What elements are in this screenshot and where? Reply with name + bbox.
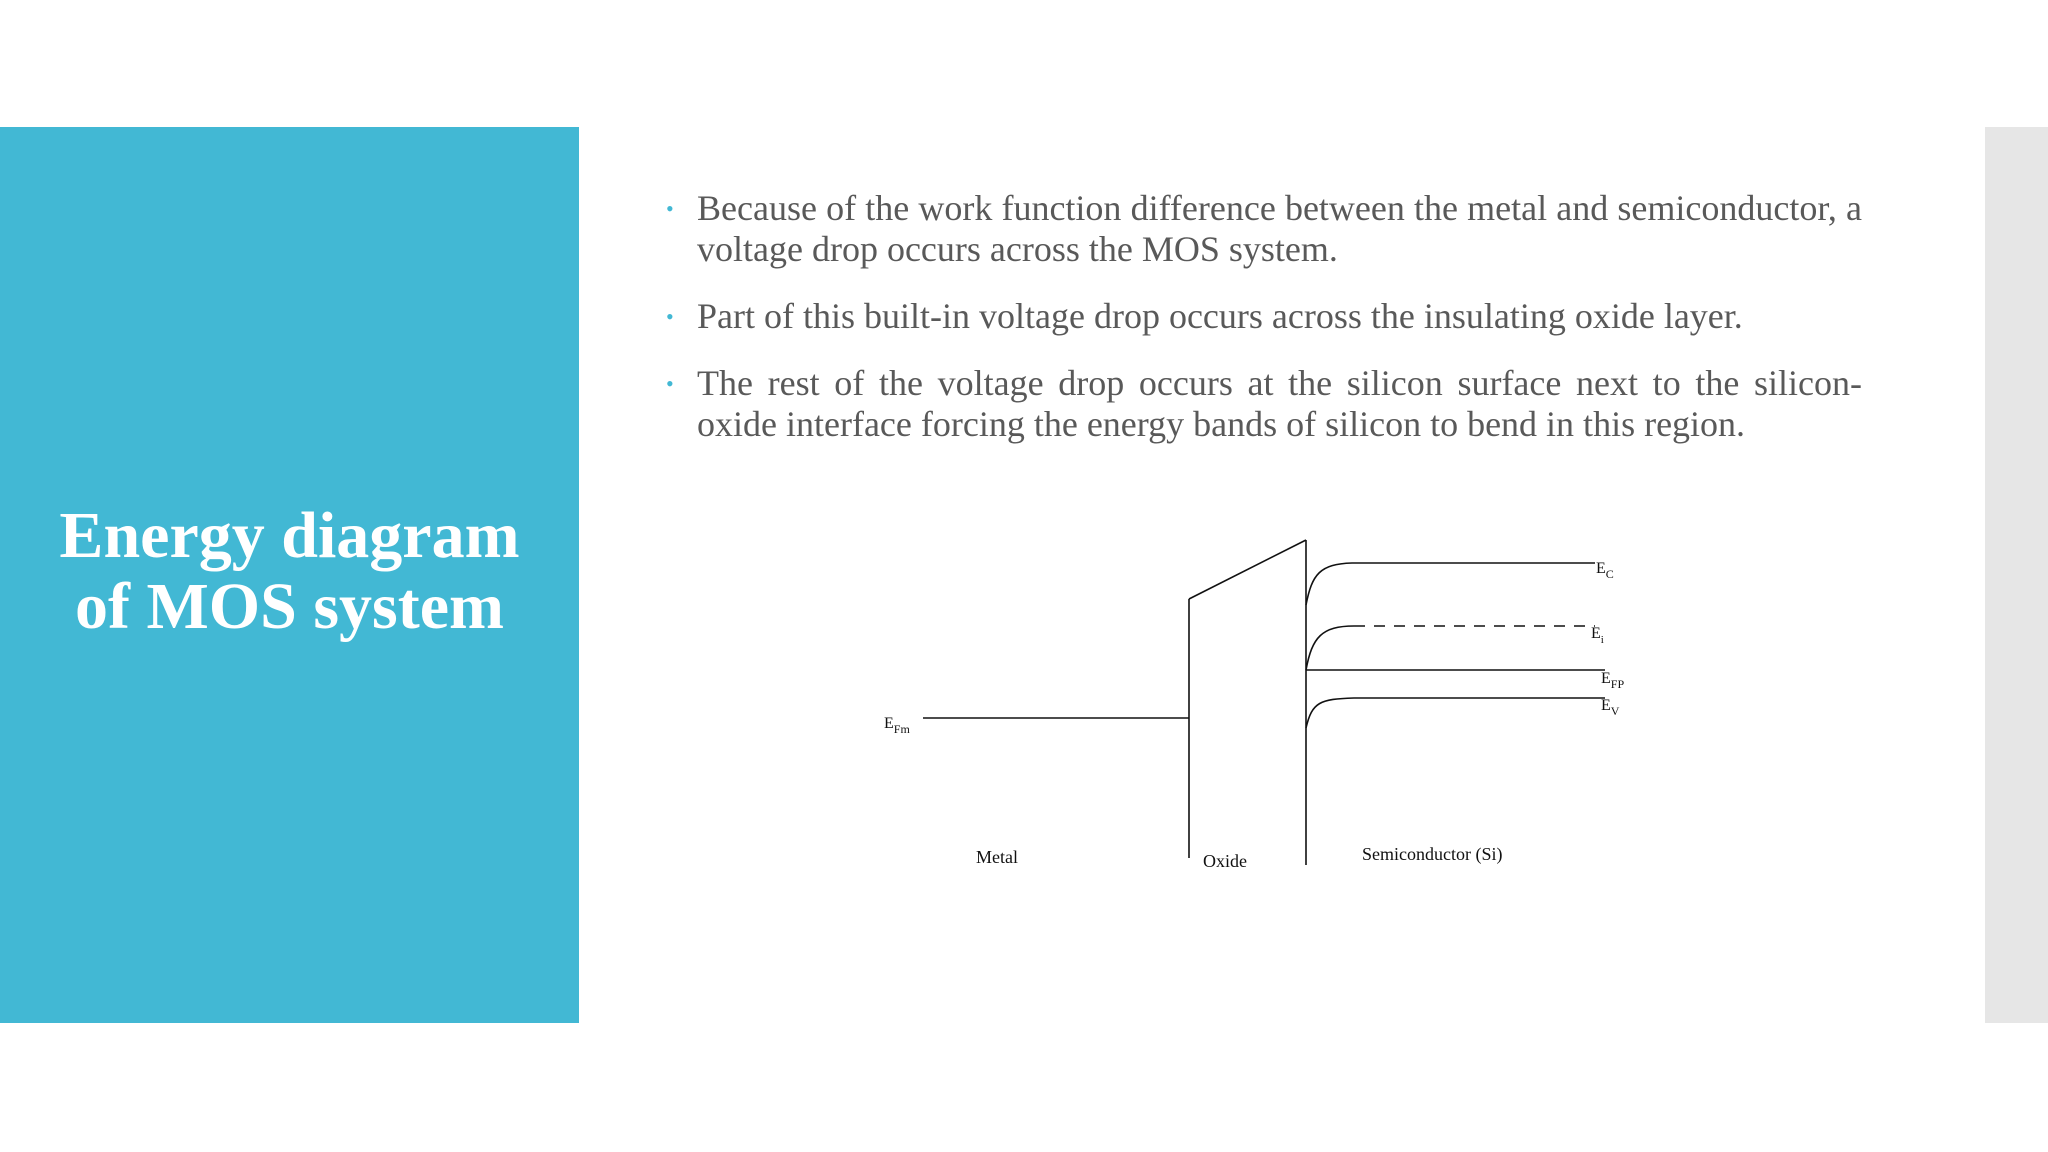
side-strip [1985,127,2048,1023]
label-metal: Metal [976,847,1018,867]
bullet-text: Because of the work function difference between the metal and semiconductor, a voltage drop occurs across the MOS system. [697,188,1862,269]
label-efp: $E_{FP}$ [1601,670,1625,691]
bullet-text: Part of this built-in voltage drop occurs across the insulating oxide layer. [697,296,1743,336]
label-efm: $E_{Fm}$ [884,715,910,736]
oxide-top-edge [1189,540,1306,599]
bullet-list [662,188,1862,471]
bullet-dot-icon: • [666,196,674,221]
conduction-band [1306,563,1595,605]
bullet-dot-icon: • [666,304,674,329]
label-semiconductor: Semiconductor (Si) [1362,844,1503,864]
bullet-item [662,188,1862,270]
slide-title-line-1: Energy diagram [59,499,520,572]
label-oxide: Oxide [1203,851,1247,871]
intrinsic-level-curve [1306,626,1354,670]
label-ec: $E_C$ [1596,560,1614,581]
bullet-item [662,296,1862,337]
bullet-item [662,363,1862,445]
slide-title [0,500,579,642]
valence-band [1306,698,1605,728]
label-ev: $E_V$ [1601,697,1620,718]
slide-title-line-2: of MOS system [75,570,504,643]
bullet-text: The rest of the voltage drop occurs at the silicon surface next to the silicon-oxide interface forcing the energy bands of silicon to bend in this region. [697,363,1862,444]
bullet-dot-icon: • [666,371,674,396]
mos-energy-diagram [860,520,1660,900]
label-ei: $E_i$ [1591,625,1604,646]
